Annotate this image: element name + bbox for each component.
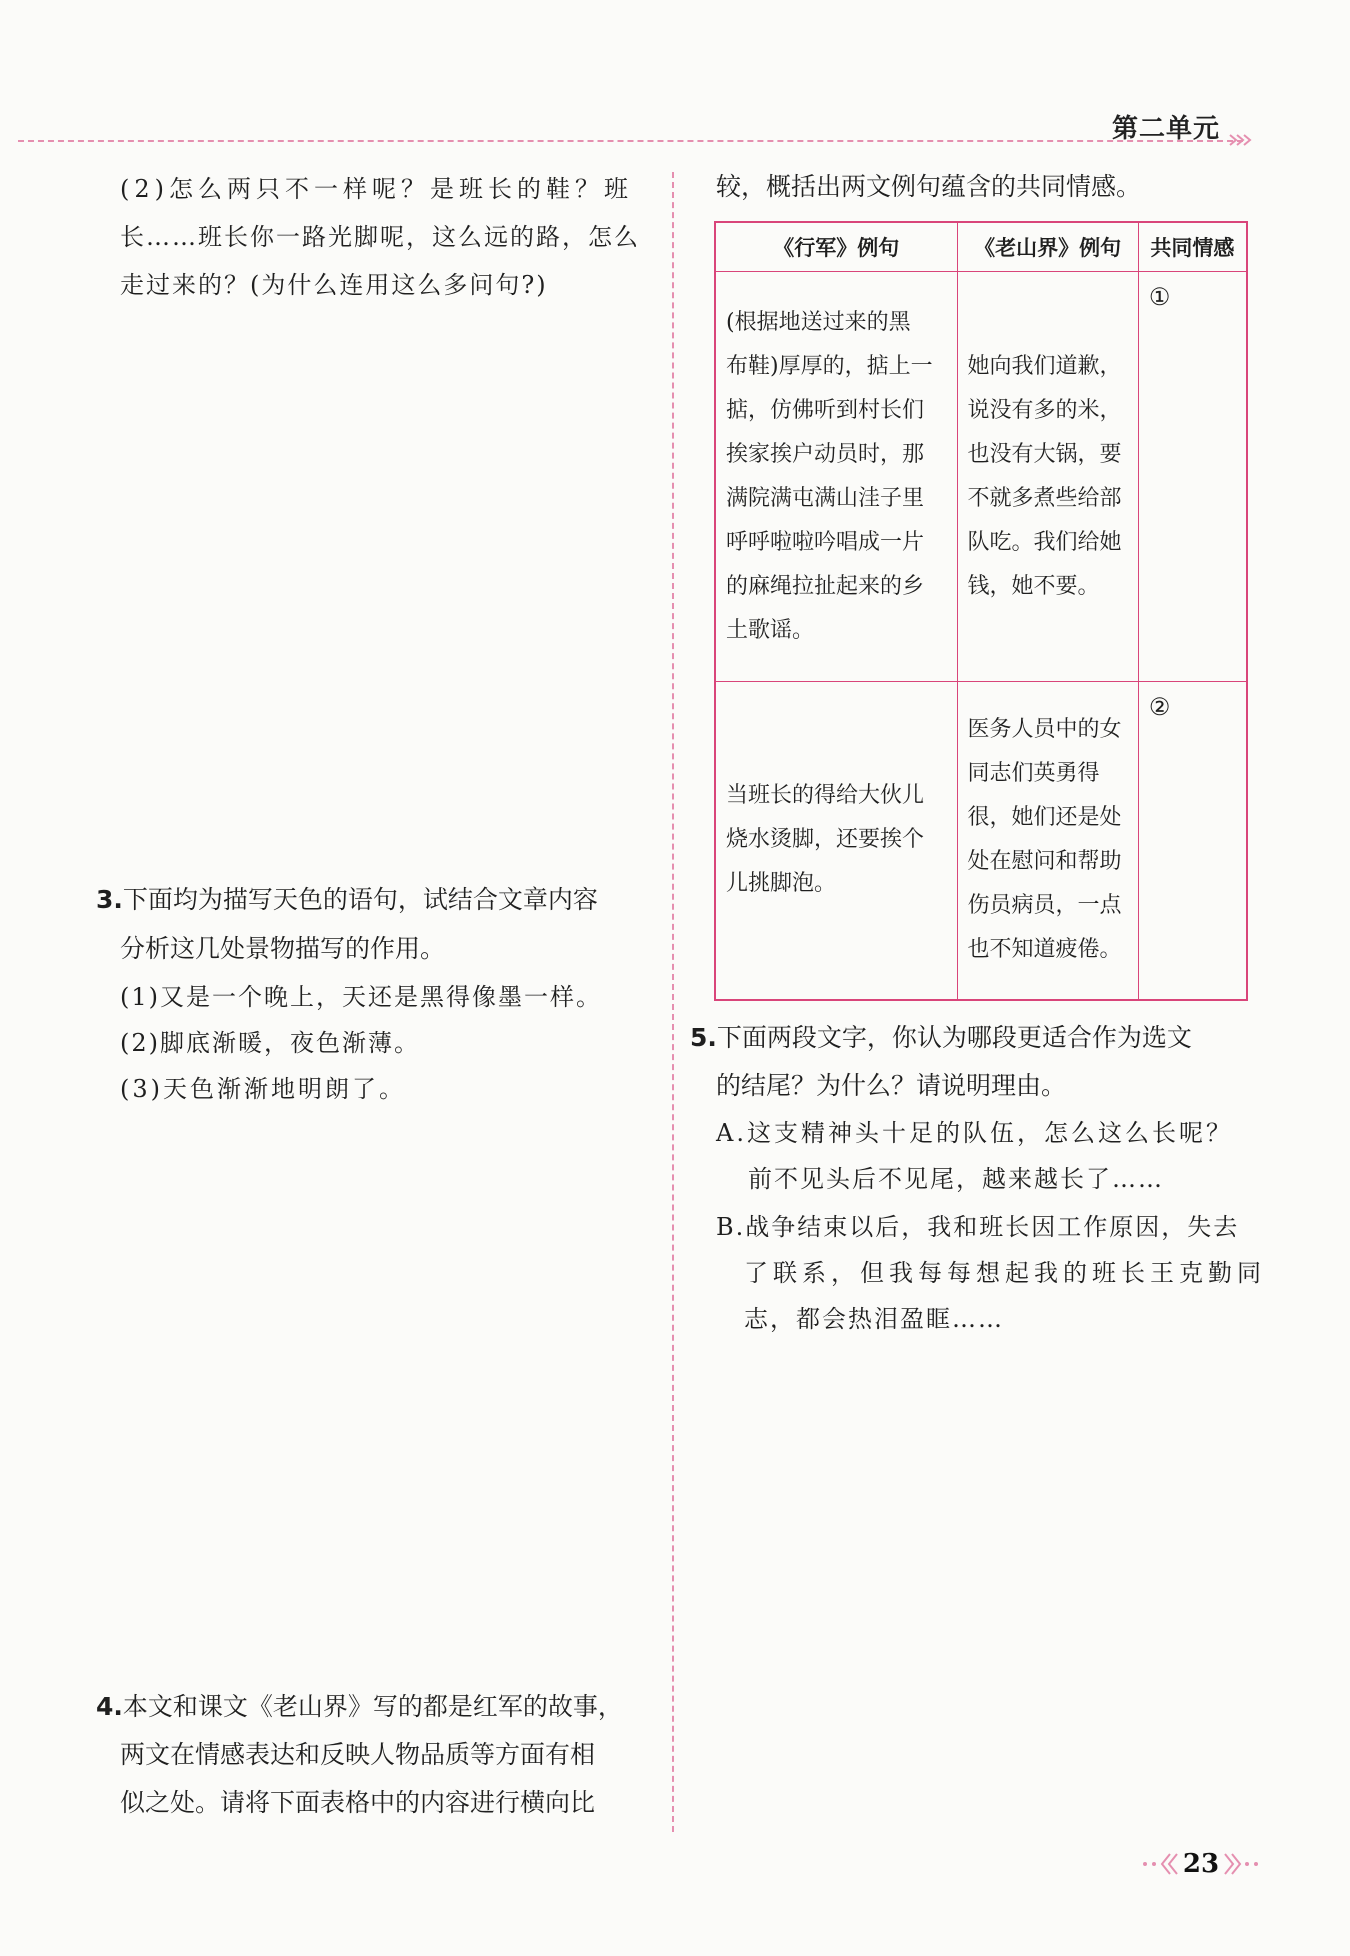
column-divider — [672, 172, 674, 1832]
q5-prompt-line-1: 5.下面两段文字，你认为哪段更适合作为选文 — [690, 1023, 1192, 1052]
page-number: 23 — [1182, 1849, 1220, 1879]
q2-sub2-line-3: 走过来的？(为什么连用这么多问句?) — [120, 271, 548, 299]
table-header-row — [715, 222, 1247, 272]
q4-number: 4. — [96, 1692, 123, 1721]
q5-option-b-line-2: 了联系，但我每每想起我的班长王克勤同 — [744, 1259, 1266, 1287]
row2-emotion-answer-blank[interactable]: ② — [1138, 682, 1247, 1000]
q5-option-b-line-1: B.战争结束以后，我和班长因工作原因，失去 — [716, 1213, 1240, 1241]
q2-sub2-line-1: (2)怎么两只不一样呢？是班长的鞋？班 — [120, 175, 633, 203]
q5-option-b-line-3: 志，都会热泪盈眶…… — [744, 1305, 1004, 1333]
q5-option-a-line-2: 前不见头后不见尾，越来越长了…… — [748, 1165, 1164, 1193]
q3-item-3: (3)天色渐渐地明朗了。 — [120, 1075, 406, 1103]
q2-sub2-line-2: 长……班长你一路光脚呢，这么远的路，怎么 — [120, 223, 640, 251]
q3-number: 3. — [96, 885, 123, 914]
q5-prompt-line-2: 的结尾？为什么？请说明理由。 — [716, 1071, 1067, 1100]
q3-item-2: (2)脚底渐暖，夜色渐薄。 — [120, 1029, 420, 1057]
row1-xingjun-cell: (根据地送过来的黑 布鞋)厚厚的，掂上一 掂，仿佛听到村长们 挨家挨户动员时，那 满院满屯满山洼子里 呼呼啦啦吟唱成一片 的麻绳拉扯起来的乡 土歌谣。 — [715, 272, 957, 682]
q4-prompt-line-2: 两文在情感表达和反映人物品质等方面有相 — [120, 1740, 596, 1769]
q4-prompt-continued: 较，概括出两文例句蕴含的共同情感。 — [716, 172, 1142, 201]
q4-prompt-line-3: 似之处。请将下面表格中的内容进行横向比 — [120, 1788, 596, 1817]
q3-prompt-line-2: 分析这几处景物描写的作用。 — [120, 934, 446, 963]
table-row — [715, 682, 1247, 1000]
unit-title: 第二单元 — [1111, 114, 1220, 144]
q3-prompt-line-1: 3.下面均为描写天色的语句，试结合文章内容 — [96, 885, 598, 914]
double-chevron-right-icon — [1228, 131, 1252, 149]
q3-item-1: (1)又是一个晚上，天还是黑得像墨一样。 — [120, 983, 602, 1011]
header-divider — [18, 140, 1243, 142]
row2-xingjun-cell: 当班长的得给大伙儿 烧水烫脚，还要挨个 儿挑脚泡。 — [715, 682, 957, 1000]
row1-laoshanjie-cell: 她向我们道歉， 说没有多的米， 也没有大锅，要 不就多煮些给部 队吃。我们给她 钱，她不要。 — [957, 272, 1138, 682]
comparison-table — [714, 221, 1248, 1001]
header-common-emotion: 共同情感 — [1138, 222, 1247, 272]
row2-laoshanjie-cell: 医务人员中的女 同志们英勇得 很，她们还是处 处在慰问和帮助 伤员病员，一点 也不知道疲倦。 — [957, 682, 1138, 1000]
q4-prompt-line-1: 4.本文和课文《老山界》写的都是红军的故事， — [96, 1692, 623, 1721]
row1-emotion-answer-blank[interactable]: ① — [1138, 272, 1247, 682]
table-row — [715, 272, 1247, 682]
page-number-badge — [1140, 1846, 1260, 1882]
q5-option-a-line-1: A.这支精神头十足的队伍，怎么这么长呢？ — [716, 1119, 1233, 1147]
q5-number: 5. — [690, 1023, 717, 1052]
header-xingjun-examples: 《行军》例句 — [715, 222, 957, 272]
header-laoshanjie-examples: 《老山界》例句 — [957, 222, 1138, 272]
